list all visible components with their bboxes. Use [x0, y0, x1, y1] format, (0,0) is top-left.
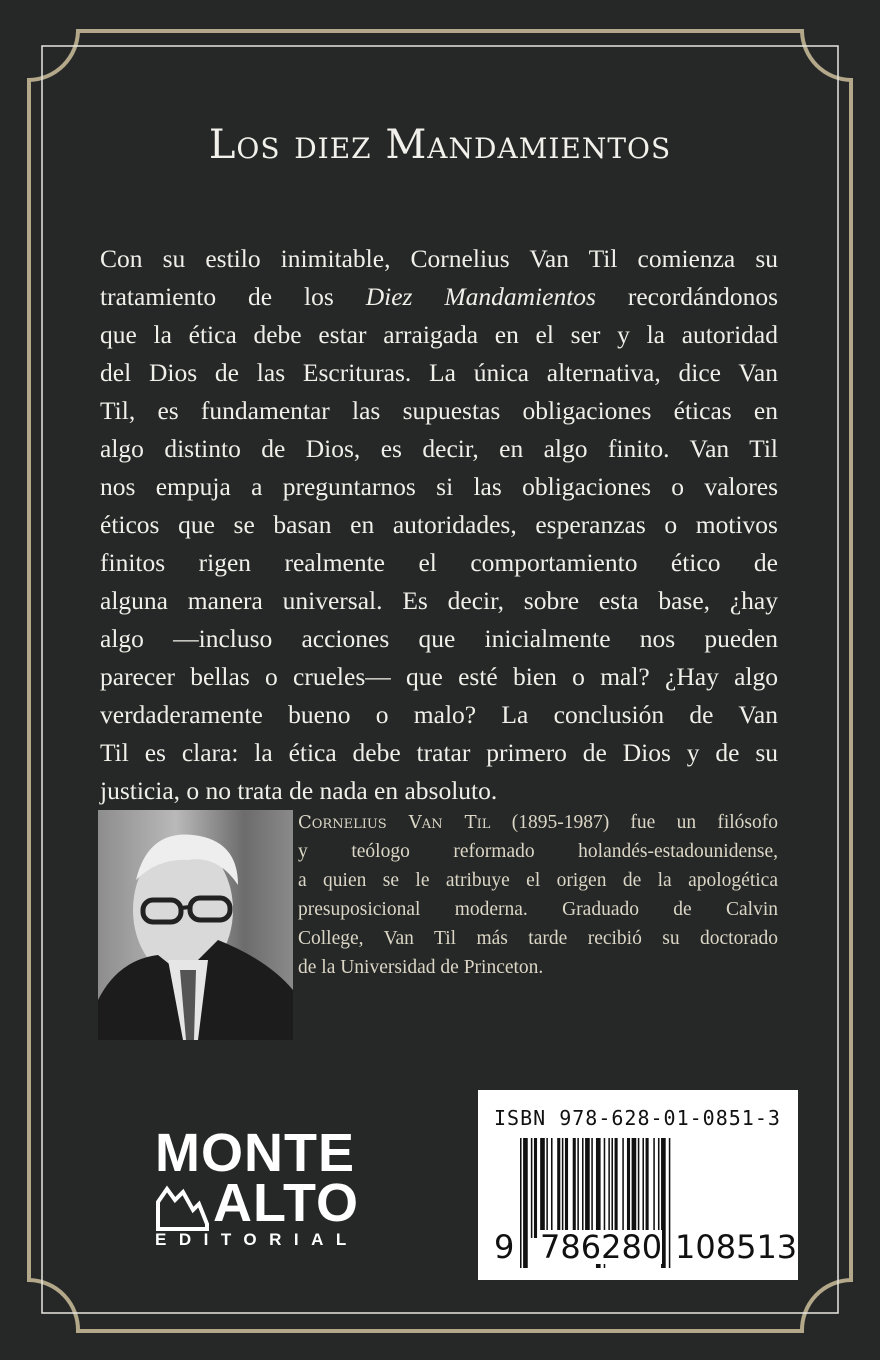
barcode-bar [646, 1138, 649, 1238]
description-line [100, 658, 778, 696]
text-segment: parecer bellas o crueles— que esté bien o mal? ¿Hay algo [100, 662, 778, 691]
barcode-bar [520, 1138, 522, 1268]
barcode-bar [565, 1138, 568, 1238]
description-line [100, 316, 778, 354]
barcode-bar [577, 1138, 579, 1238]
text-segment: recordándonos [595, 282, 778, 311]
barcode-bar [615, 1138, 618, 1238]
description-line [100, 506, 778, 544]
barcode-bar [591, 1138, 593, 1238]
barcode-bar [627, 1138, 630, 1238]
text-segment: tratamiento de los [100, 282, 366, 311]
author-portrait-illustration [98, 810, 293, 1040]
text-segment: Til es clara: la ética debe tratar primero de Dios y de su [100, 738, 778, 767]
barcode-bar [611, 1138, 613, 1238]
barcode-bar [562, 1138, 564, 1238]
author-photo [98, 810, 293, 1040]
logo-line1: MONTE [155, 1123, 355, 1183]
barcode-bar [658, 1138, 660, 1238]
text-segment: verdaderamente bueno o malo? La conclusión de Van [100, 700, 778, 729]
description-line [100, 240, 778, 278]
barcode-bar [642, 1138, 644, 1238]
bio-text: a quien se le atribuye el origen de la apologética [298, 870, 778, 891]
text-segment: del Dios de las Escrituras. La única alternativa, dice Van [100, 358, 778, 387]
description-line [100, 734, 778, 772]
text-segment: alguna manera universal. Es decir, sobre esta base, ¿hay [100, 586, 778, 615]
bio-text: (1895-1987) fue un filósofo [490, 812, 778, 833]
description-line [100, 772, 778, 810]
barcode-bar [585, 1138, 590, 1238]
description-line [100, 278, 778, 316]
bio-line [298, 837, 778, 866]
barcode-bar [523, 1138, 528, 1268]
barcode-bar [632, 1138, 637, 1238]
bio-line [298, 924, 778, 953]
author-name: Cornelius Van Til [298, 812, 491, 833]
description-line [100, 468, 778, 506]
text-segment: Til, es fundamentar las supuestas obligaciones éticas en [100, 396, 778, 425]
bio-line [298, 895, 778, 924]
barcode-bar [582, 1138, 584, 1238]
barcode-bar [531, 1138, 533, 1238]
bio-line [298, 866, 778, 895]
barcode-bar [622, 1138, 624, 1238]
text-segment: Con su estilo inimitable, Cornelius Van Til comienza su [100, 244, 778, 273]
isbn-label: ISBN 978-628-01-0851-3 [494, 1106, 781, 1130]
bio-text: y teólogo reformado holandés-estadounidense, [298, 841, 778, 862]
mountain-icon [155, 1184, 211, 1232]
description-line [100, 544, 778, 582]
barcode-first-digit: 9 [494, 1228, 515, 1266]
text-segment: que la ética debe estar arraigada en el ser y la autoridad [100, 320, 778, 349]
bio-line [298, 808, 778, 837]
text-segment: algo distinto de Dios, es decir, en algo finito. Van Til [100, 434, 778, 463]
barcode-bar [573, 1138, 576, 1238]
description-line [100, 696, 778, 734]
barcode-bar [551, 1138, 553, 1238]
logo-line3: EDITORIAL [155, 1230, 359, 1249]
text-segment: algo —incluso acciones que inicialmente nos pueden [100, 624, 778, 653]
author-bio [298, 808, 778, 982]
barcode-bar [638, 1138, 640, 1238]
description-line [100, 620, 778, 658]
bio-text: de la Universidad de Princeton. [298, 957, 544, 978]
publisher-logo [155, 1123, 375, 1250]
barcode-group1: 786280 [540, 1228, 663, 1266]
description-line [100, 354, 778, 392]
book-title: Los diez Mandamientos [208, 122, 672, 168]
bio-text: presuposicional moderna. Graduado de Calvin [298, 899, 778, 920]
isbn-barcode [478, 1090, 798, 1280]
bio-line [298, 953, 778, 982]
text-segment: finitos rigen realmente el comportamiento ético de [100, 548, 778, 577]
text-segment: éticos que se basan en autoridades, esperanzas o motivos [100, 510, 778, 539]
text-segment: Diez Mandamientos [365, 282, 596, 311]
text-segment: nos empuja a preguntarnos si las obligaciones o valores [100, 472, 778, 501]
barcode-group2: 108513 [675, 1228, 798, 1266]
logo-line2: ALTO [213, 1173, 359, 1233]
description-line [100, 430, 778, 468]
description [100, 240, 778, 810]
barcode-bar [557, 1138, 560, 1238]
barcode-bar [653, 1138, 655, 1238]
description-line [100, 582, 778, 620]
barcode-bar [608, 1138, 610, 1238]
barcode-bar [534, 1138, 537, 1238]
bio-text: College, Van Til más tarde recibió su doctorado [298, 928, 778, 949]
barcode-bar [669, 1138, 671, 1268]
description-line [100, 392, 778, 430]
barcode-bar [546, 1138, 548, 1238]
barcode-bar [540, 1138, 545, 1238]
text-segment: justicia, o no trata de nada en absoluto. [100, 776, 498, 805]
